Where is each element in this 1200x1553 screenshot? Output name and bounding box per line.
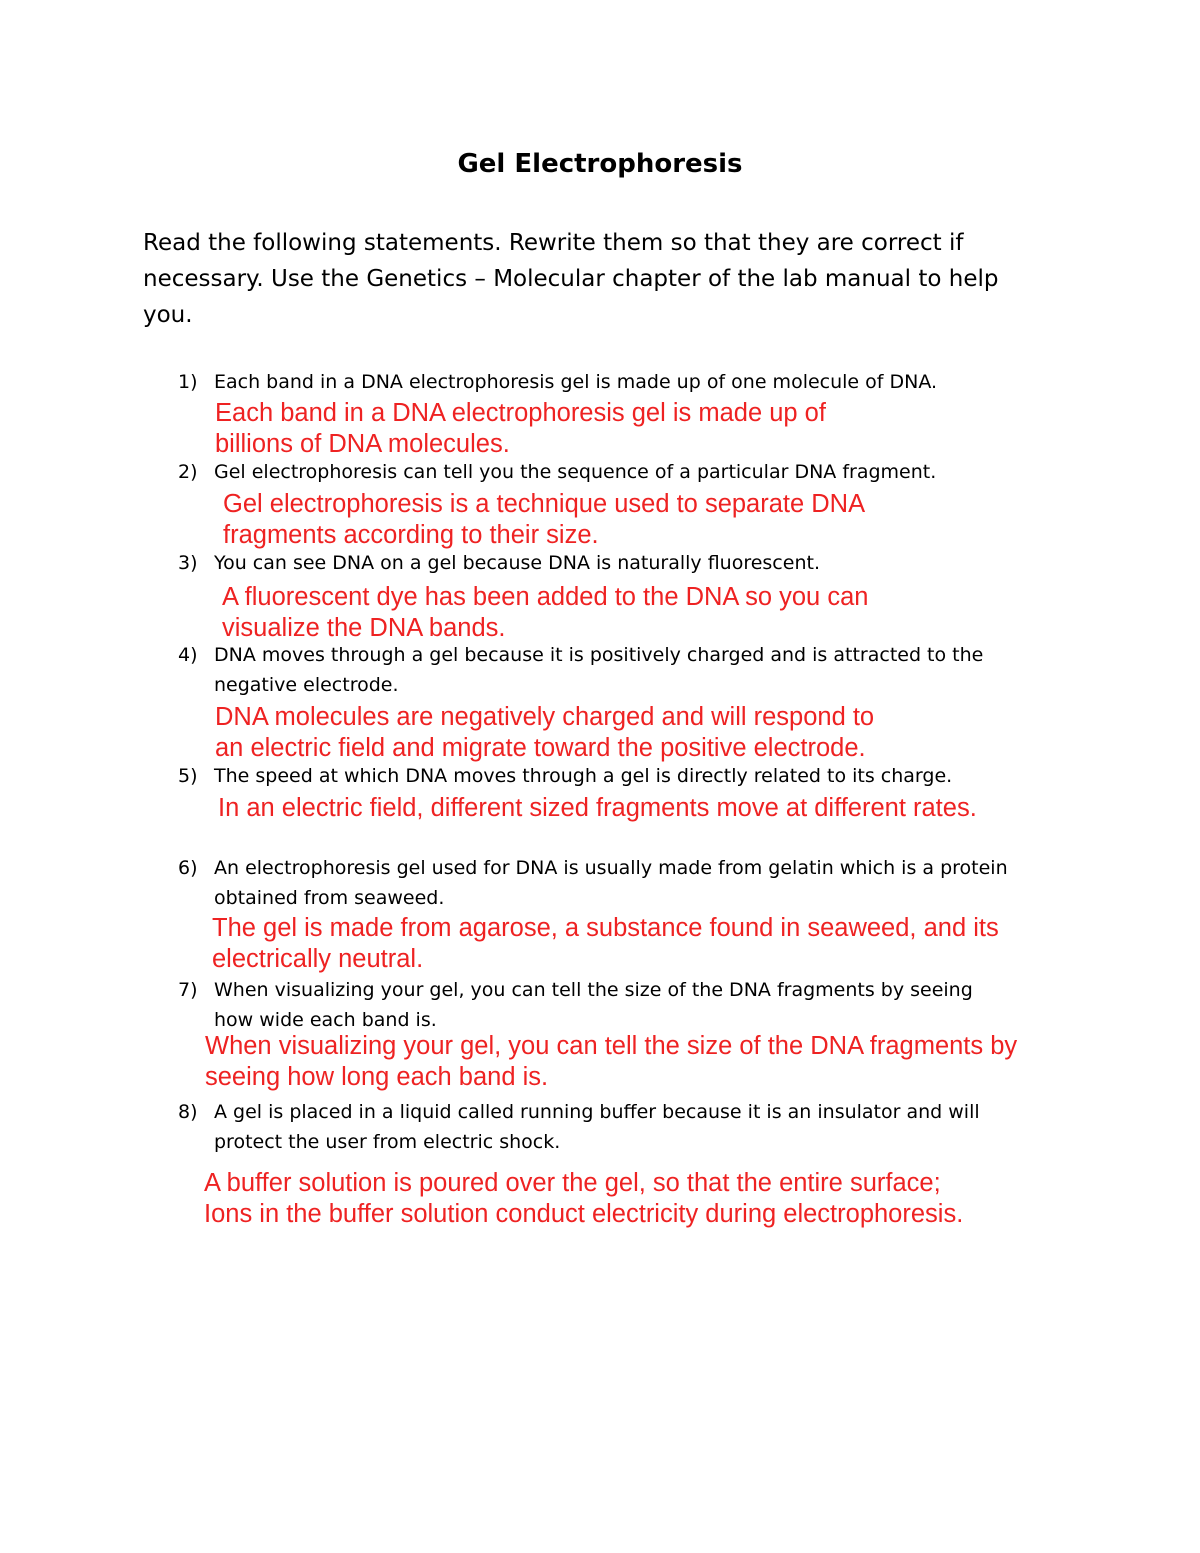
answer-line: an electric field and migrate toward the positive electrode. bbox=[215, 734, 866, 762]
question-statement-line: When visualizing your gel, you can tell the size of the DNA fragments by seeing bbox=[214, 979, 973, 1001]
question-number: 2) bbox=[178, 461, 198, 483]
answer-line: fragments according to their size. bbox=[223, 521, 599, 549]
question-statement-line: protect the user from electric shock. bbox=[214, 1131, 561, 1153]
answer-1 bbox=[215, 398, 826, 460]
question-number: 4) bbox=[178, 644, 198, 666]
question-statement-line: negative electrode. bbox=[214, 674, 399, 696]
question-statement-line: how wide each band is. bbox=[214, 1009, 437, 1031]
question-number: 7) bbox=[178, 979, 198, 1001]
answer-7 bbox=[205, 1031, 1017, 1093]
question-number: 8) bbox=[178, 1101, 198, 1123]
answer-line: electrically neutral. bbox=[212, 945, 424, 973]
answer-line: Gel electrophoresis is a technique used to separate DNA bbox=[223, 490, 866, 518]
answer-3 bbox=[222, 582, 868, 644]
question-statement-line: DNA moves through a gel because it is positively charged and is attracted to the bbox=[214, 644, 984, 666]
question-2 bbox=[178, 457, 937, 487]
answer-5 bbox=[218, 793, 977, 824]
question-statement: The speed at which DNA moves through a gel is directly related to its charge. bbox=[214, 765, 953, 787]
answer-line: A fluorescent dye has been added to the DNA so you can bbox=[222, 583, 869, 611]
question-statement-line: obtained from seaweed. bbox=[214, 887, 445, 909]
question-statement: Gel electrophoresis can tell you the sequence of a particular DNA fragment. bbox=[214, 461, 937, 483]
answer-line: When visualizing your gel, you can tell the size of the DNA fragments by bbox=[205, 1032, 1018, 1060]
question-6 bbox=[178, 853, 1008, 913]
answer-line: A buffer solution is poured over the gel, so that the entire surface; bbox=[204, 1169, 941, 1197]
question-4 bbox=[178, 640, 984, 700]
question-1 bbox=[178, 367, 938, 397]
answer-8 bbox=[204, 1168, 963, 1230]
answer-line: DNA molecules are negatively charged and will respond to bbox=[215, 703, 875, 731]
question-number: 6) bbox=[178, 857, 198, 879]
answer-4 bbox=[215, 702, 874, 764]
question-statement-line: An electrophoresis gel used for DNA is usually made from gelatin which is a protein bbox=[214, 857, 1008, 879]
answer-line: billions of DNA molecules. bbox=[215, 430, 510, 458]
question-statement: Each band in a DNA electrophoresis gel is made up of one molecule of DNA. bbox=[214, 371, 938, 393]
answer-line: visualize the DNA bands. bbox=[222, 614, 506, 642]
answer-line: Each band in a DNA electrophoresis gel is made up of bbox=[215, 399, 826, 427]
answer-line: In an electric field, different sized fragments move at different rates. bbox=[218, 794, 977, 822]
answer-line: Ions in the buffer solution conduct electricity during electrophoresis. bbox=[204, 1200, 964, 1228]
instructions: Read the following statements. Rewrite them so that they are correct if necessary. Use the Genetics – Molecular chapter of the lab manual to help you. bbox=[143, 230, 999, 328]
question-5 bbox=[178, 761, 953, 791]
answer-line: The gel is made from agarose, a substance found in seaweed, and its bbox=[212, 914, 999, 942]
question-statement: You can see DNA on a gel because DNA is naturally fluorescent. bbox=[214, 552, 820, 574]
question-3 bbox=[178, 548, 820, 578]
answer-6 bbox=[212, 913, 999, 975]
question-statement-line: A gel is placed in a liquid called running buffer because it is an insulator and will bbox=[214, 1101, 980, 1123]
question-number: 5) bbox=[178, 765, 198, 787]
answer-2 bbox=[223, 489, 865, 551]
page-title: Gel Electrophoresis bbox=[457, 149, 743, 179]
answer-line: seeing how long each band is. bbox=[205, 1063, 549, 1091]
question-8 bbox=[178, 1097, 980, 1157]
question-number: 3) bbox=[178, 552, 198, 574]
question-number: 1) bbox=[178, 371, 198, 393]
question-7 bbox=[178, 975, 973, 1035]
